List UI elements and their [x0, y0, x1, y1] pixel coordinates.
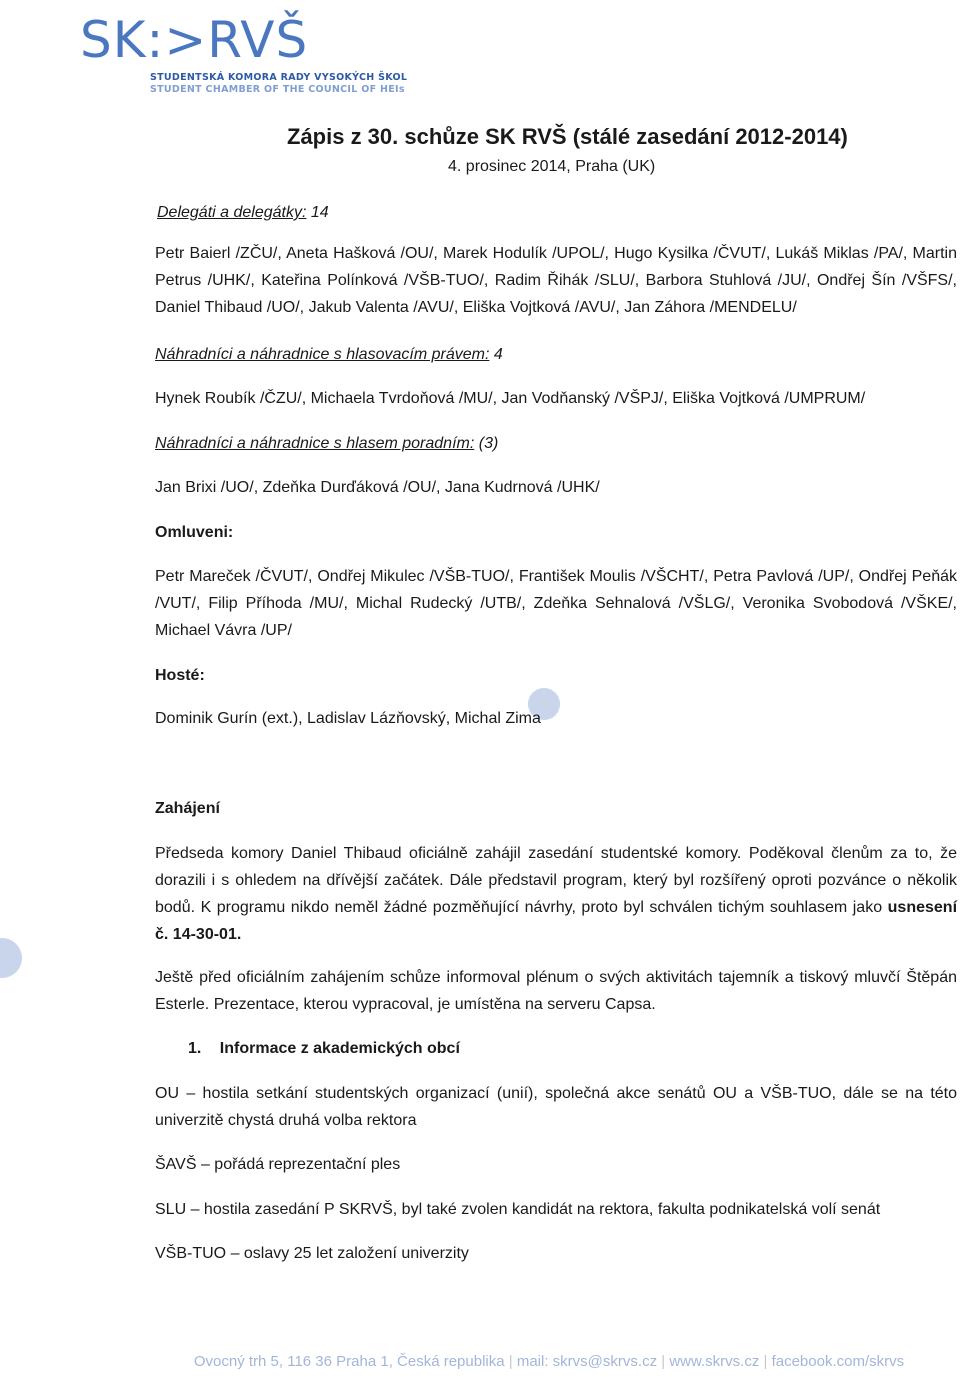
footer-address: Ovocný trh 5, 116 36 Praha 1, Česká republika [193, 1353, 505, 1370]
logo [80, 10, 408, 100]
document-subtitle: 4. prosinec 2014, Praha (UK) [448, 158, 656, 175]
footer-separator: | [661, 1353, 666, 1370]
substitutes-vote-label: Náhradníci a náhradnice s hlasovacím právem: [155, 346, 490, 363]
opening-paragraph-1 [155, 840, 957, 948]
footer-web-link[interactable]: www.skrvs.cz [669, 1353, 760, 1370]
opening-text: Předseda komory Daniel Thibaud oficiálně zahájil zasedání studentské komory. Poděkoval členům za to, že dorazili i s ohledem na dřívější začátek. Dále představil program, který byl rozšířený oproti pozvánce o několik bodů. K programu nikdo neměl žádné pozměňující návrhy, proto byl schválen tichým souhlasem jako [155, 845, 957, 916]
excused-list: Petr Mareček /ČVUT/, Ondřej Mikulec /VŠB-TUO/, František Moulis /VŠCHT/, Petra Pavlová /UP/, Ondřej Peňák /VUT/, Filip Příhoda /MU/, Michal Rudecký /UTB/, Zdeňka Sehnalová /VŠLG/, Veronika Svobodová /VŠKE/, Michael Vávra /UP/ [155, 568, 957, 639]
logo-subtitle-en: STUDENT CHAMBER OF THE COUNCIL OF HEIs [150, 84, 405, 95]
section-1-title: Informace z akademických obcí [219, 1040, 460, 1057]
guests-list: Dominik Gurín (ext.), Ladislav Lázňovský, Michal Zima [155, 710, 541, 727]
footer-separator: | [763, 1353, 768, 1370]
opening-paragraph-2: Ještě před oficiálním zahájením schůze informoval plénum o svých aktivitách tajemník a tiskový mluvčí Štěpán Esterle. Prezentace, kterou vypracoval, je umístěna na serveru Capsa. [155, 969, 957, 1013]
footer-facebook-link[interactable]: facebook.com/skrvs [771, 1353, 905, 1370]
guests-heading: Hosté: [155, 667, 205, 684]
substitutes-advisory-count: (3) [478, 435, 499, 452]
substitutes-advisory-heading [155, 430, 957, 457]
section-1-number: 1. [188, 1040, 202, 1057]
logo-subtitle-cz: STUDENTSKÁ KOMORA RADY VYSOKÝCH ŠKOL [150, 72, 408, 83]
decorative-circle [0, 938, 22, 978]
delegates-count: 14 [310, 204, 329, 221]
excused-heading: Omluveni: [155, 524, 234, 541]
delegates-list: Petr Baierl /ZČU/, Aneta Hašková /OU/, Marek Hodulík /UPOL/, Hugo Kysilka /ČVUT/, Lukáš Miklas /PA/, Martin Petrus /UHK/, Kateřina Polínková /VŠB-TUO/, Radim Řihák /SLU/, Barbora Stuhlová /JU/, Ondřej Šín /VŠFS/, Daniel Thibaud /UO/, Jakub Valenta /AVU/, Eliška Vojtková /AVU/, Jan Záhora /MENDELU/ [155, 245, 957, 316]
opening-heading: Zahájení [155, 800, 220, 817]
footer-separator: | [508, 1353, 513, 1370]
section-1-item: ŠAVŠ – pořádá reprezentační ples [155, 1156, 401, 1173]
substitutes-advisory-label: Náhradníci a náhradnice s hlasem poradním: [155, 435, 475, 452]
section-1-heading [188, 1038, 460, 1060]
section-1-item: OU – hostila setkání studentských organizací (unií), společná akce senátů OU a VŠB-TUO, dále se na této univerzitě chystá druhá volba rektora [155, 1085, 957, 1129]
section-1-item: VŠB-TUO – oslavy 25 let založení univerzity [155, 1245, 469, 1262]
footer-mail[interactable]: mail: skrvs@skrvs.cz [516, 1353, 658, 1370]
substitutes-vote-count: 4 [493, 346, 503, 363]
resolution-number: usnesení č. 14-30-01. [155, 899, 958, 943]
delegates-label: Delegáti a delegátky: [157, 204, 307, 221]
delegates-heading [157, 202, 329, 224]
substitutes-advisory-list: Jan Brixi /UO/, Zdeňka Durďáková /OU/, Jana Kudrnová /UHK/ [155, 479, 600, 496]
logo-wordmark: SK:>RVŠ [80, 11, 309, 69]
section-1-item: SLU – hostila zasedání P SKRVŠ, byl také zvolen kandidát na rektora, fakulta podnikatelská volí senát [155, 1201, 881, 1218]
page-footer [0, 1352, 960, 1372]
substitutes-vote-list: Hynek Roubík /ČZU/, Michaela Tvrdoňová /MU/, Jan Vodňanský /VŠPJ/, Eliška Vojtková /UMPRUM/ [155, 390, 866, 407]
document-title: Zápis z 30. schůze SK RVŠ (stálé zasedání 2012-2014) [287, 124, 848, 149]
substitutes-vote-heading [155, 341, 957, 368]
